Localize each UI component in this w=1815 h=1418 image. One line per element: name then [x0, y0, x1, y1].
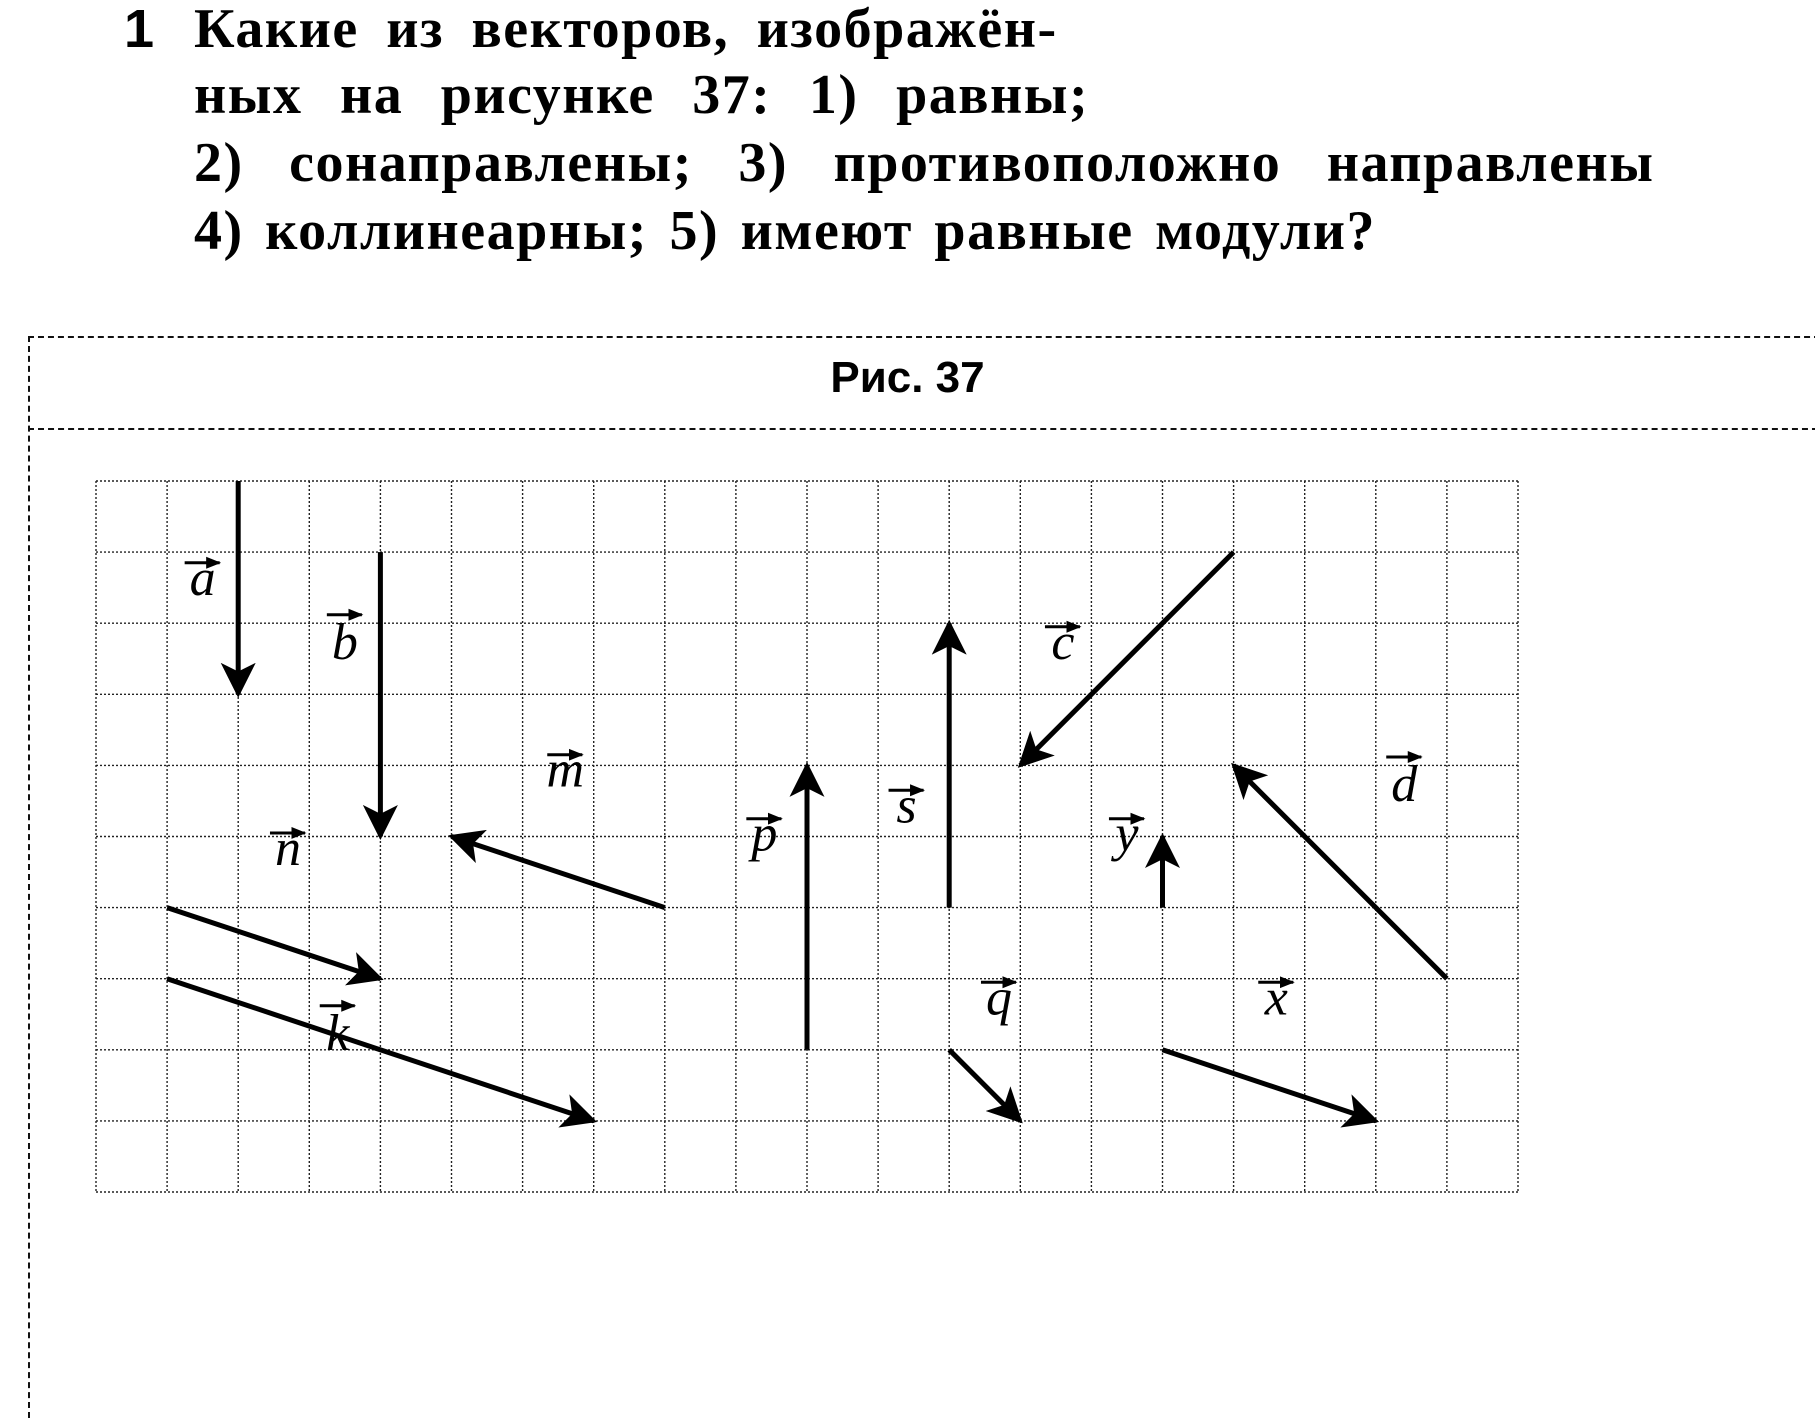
- problem-number: 1: [124, 0, 155, 59]
- vector-label-m: [546, 742, 584, 799]
- problem-line-3: 2) сонаправлены; 3) противоположно направлены: [194, 132, 1655, 194]
- vector-x: [1163, 1050, 1376, 1121]
- vector-label-text-q: q: [985, 969, 1012, 1027]
- problem-line-4: 4) коллинеарны; 5) имеют равные модули?: [194, 200, 1377, 262]
- vector-label-q: [981, 969, 1016, 1026]
- vector-label-text-p: p: [751, 805, 778, 863]
- vector-label-text-x: x: [1264, 969, 1288, 1027]
- vector-label-c: [1045, 614, 1080, 671]
- vectors: [167, 481, 1447, 1121]
- figure-caption: Рис. 37: [830, 353, 985, 402]
- vector-label-text-k: k: [326, 1004, 350, 1062]
- problem-line-2: ных на рисунке 37: 1) равны;: [194, 64, 1090, 126]
- vector-label-y: [1109, 806, 1144, 863]
- vector-label-b: [327, 614, 362, 671]
- vector-label-text-y: y: [1115, 805, 1139, 863]
- vector-label-text-b: b: [331, 613, 358, 671]
- vector-label-n: [270, 820, 305, 877]
- vector-label-text-d: d: [1391, 755, 1418, 813]
- problem-line-1: Какие из векторов, изображён-: [194, 0, 1058, 60]
- vector-label-p: [746, 806, 781, 863]
- vector-label-d: [1386, 756, 1421, 813]
- vector-label-s: [889, 777, 924, 834]
- vector-label-text-n: n: [274, 819, 301, 877]
- vector-labels: [185, 550, 1422, 1062]
- vector-q: [949, 1050, 1020, 1121]
- vector-label-text-s: s: [896, 777, 917, 835]
- vector-n: [167, 908, 380, 979]
- vector-label-x: [1258, 969, 1293, 1026]
- vector-label-a: [185, 550, 220, 607]
- vector-label-text-a: a: [189, 549, 216, 607]
- vector-m: [452, 837, 665, 908]
- vector-label-text-m: m: [546, 741, 585, 799]
- vector-label-text-c: c: [1051, 613, 1075, 671]
